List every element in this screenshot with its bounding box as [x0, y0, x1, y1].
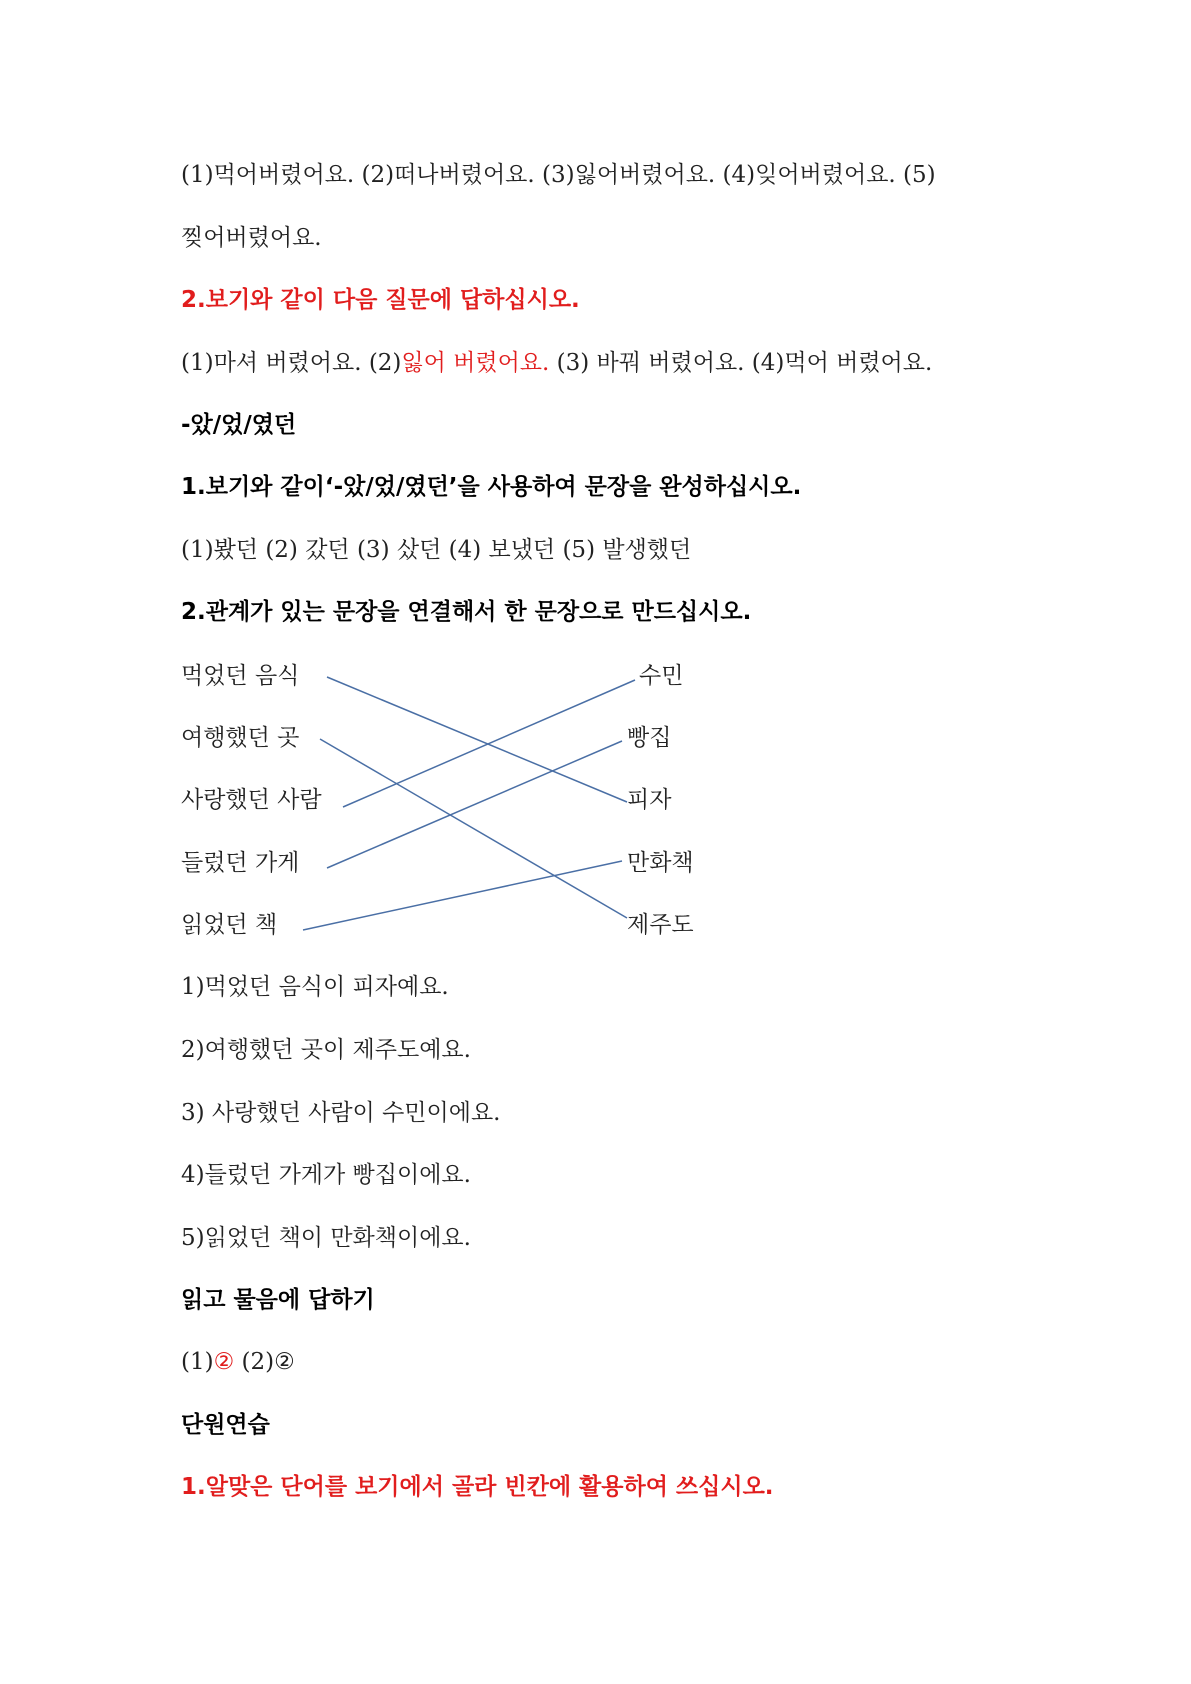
- answer-part-highlight: 잃어 버렸어요.: [401, 350, 550, 376]
- match-right-item: 수민: [639, 663, 684, 689]
- sentence-line: 2)여행했던 곳이 제주도예요.: [181, 1037, 471, 1063]
- sentence-line: 4)들렀던 가게가 빵집이에요.: [181, 1162, 471, 1188]
- match-left-item: 여행했던 곳: [181, 725, 300, 751]
- section-title: 읽고 물음에 답하기: [181, 1287, 375, 1313]
- answer-part: (2)②: [234, 1349, 295, 1375]
- answer-line-1b: 찢어버렸어요.: [181, 225, 322, 251]
- match-right-item: 피자: [627, 787, 672, 813]
- match-connector-2: [320, 739, 627, 918]
- question-heading: 2.보기와 같이 다음 질문에 답하십시오.: [181, 287, 580, 313]
- sentence-line: 3) 사랑했던 사람이 수민이에요.: [181, 1100, 501, 1126]
- answer-line-1a: (1)먹어버렸어요. (2)떠나버렸어요. (3)잃어버렸어요. (4)잊어버렸어요. (5): [181, 162, 936, 188]
- question-heading: 1.알맞은 단어를 보기에서 골라 빈칸에 활용하여 쓰십시오.: [181, 1474, 774, 1500]
- match-connector-1: [327, 677, 627, 802]
- match-right-item: 제주도: [627, 912, 694, 938]
- match-left-item: 사랑했던 사람: [181, 787, 322, 813]
- answer-part: (1)마셔 버렸어요. (2): [181, 350, 402, 376]
- sentence-line: 5)읽었던 책이 만화책이에요.: [181, 1225, 471, 1251]
- answer-part-highlight: ②: [213, 1349, 235, 1375]
- match-left-item: 들렀던 가게: [181, 850, 300, 876]
- match-left-item: 읽었던 책: [181, 912, 278, 938]
- match-right-item: 만화책: [627, 850, 694, 876]
- answer-part: (3) 바꿔 버렸어요. (4)먹어 버렸어요.: [549, 350, 933, 376]
- match-connector-3: [343, 680, 635, 807]
- match-connector-5: [303, 861, 622, 930]
- sentence-line: 1)먹었던 음식이 피자예요.: [181, 974, 449, 1000]
- match-right-item: 빵집: [627, 725, 672, 751]
- question-heading: 1.보기와 같이‘-았/었/였던’을 사용하여 문장을 완성하십시오.: [181, 474, 802, 500]
- answer-part: (1): [181, 1349, 214, 1375]
- question-heading: 2.관계가 있는 문장을 연결해서 한 문장으로 만드십시오.: [181, 599, 752, 625]
- section-title: 단원연습: [181, 1412, 270, 1438]
- match-connector-4: [327, 741, 622, 868]
- section-title: -았/었/였던: [181, 412, 297, 438]
- answer-line-3: (1)봤던 (2) 갔던 (3) 샀던 (4) 보냈던 (5) 발생했던: [181, 537, 692, 563]
- answer-line-4: [181, 1351, 295, 1374]
- match-left-item: 먹었던 음식: [181, 663, 300, 689]
